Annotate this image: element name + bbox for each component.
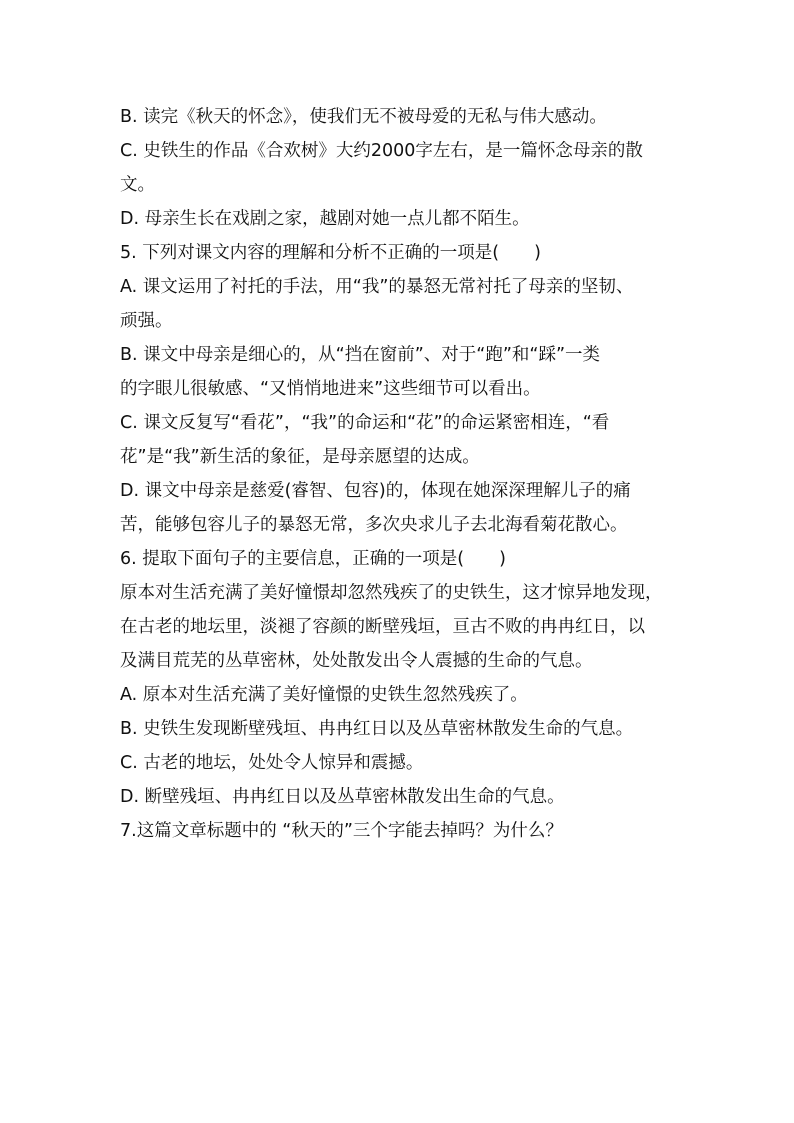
- q6-passage-line-1: 原本对生活充满了美好憧憬却忽然残疾了的史铁生，这才惊异地发现，: [120, 583, 663, 603]
- option-c-line-2: 文。: [120, 175, 155, 195]
- option-b-line: B. 读完《秋天的怀念》，使我们无不被母爱的无私与伟大感动。: [120, 107, 607, 127]
- q5-option-b-line-2: 的字眼儿很敏感、“又悄悄地进来”这些细节可以看出。: [120, 379, 541, 399]
- q5-option-b-line-1: B. 课文中母亲是细心的，从“挡在窗前”、对于“跑”和“踩”一类: [120, 345, 601, 365]
- q5-option-a-line-2: 顽强。: [120, 311, 173, 331]
- question-5: 5. 下列对课文内容的理解和分析不正确的一项是( ): [120, 243, 541, 263]
- q5-option-d-line-1: D. 课文中母亲是慈爱(睿智、包容)的，体现在她深深理解儿子的痛: [120, 481, 631, 501]
- question-7: 7.这篇文章标题中的 “秋天的”三个字能去掉吗？为什么？: [120, 821, 563, 841]
- question-6: 6. 提取下面句子的主要信息，正确的一项是( ): [120, 549, 506, 569]
- q6-passage-line-2: 在古老的地坛里，淡褪了容颜的断壁残垣，亘古不败的冉冉红日，以: [120, 617, 645, 637]
- q6-option-d: D. 断壁残垣、冉冉红日以及丛草密林散发出生命的气息。: [120, 787, 565, 807]
- document-body: [120, 100, 680, 848]
- q6-option-b: B. 史铁生发现断壁残垣、冉冉红日以及丛草密林散发生命的气息。: [120, 719, 634, 739]
- q5-option-a-line-1: A. 课文运用了衬托的手法，用“我”的暴怒无常衬托了母亲的坚韧、: [120, 277, 634, 297]
- q5-option-c-line-1: C. 课文反复写“看花”，“我”的命运和“花”的命运紧密相连，“看: [120, 413, 610, 433]
- q5-option-c-line-2: 花”是“我”新生活的象征，是母亲愿望的达成。: [120, 447, 480, 467]
- option-c-line-1: C. 史铁生的作品《合欢树》大约2000字左右，是一篇怀念母亲的散: [120, 141, 643, 161]
- q6-option-a: A. 原本对生活充满了美好憧憬的史铁生忽然残疾了。: [120, 685, 528, 705]
- q5-option-d-line-2: 苦，能够包容儿子的暴怒无常，多次央求儿子去北海看菊花散心。: [120, 515, 628, 535]
- q6-passage-line-3: 及满目荒芜的丛草密林，处处散发出令人震撼的生命的气息。: [120, 651, 593, 671]
- q6-option-c: C. 古老的地坛，处处令人惊异和震撼。: [120, 753, 424, 773]
- option-d-line: D. 母亲生长在戏剧之家，越剧对她一点儿都不陌生。: [120, 209, 530, 229]
